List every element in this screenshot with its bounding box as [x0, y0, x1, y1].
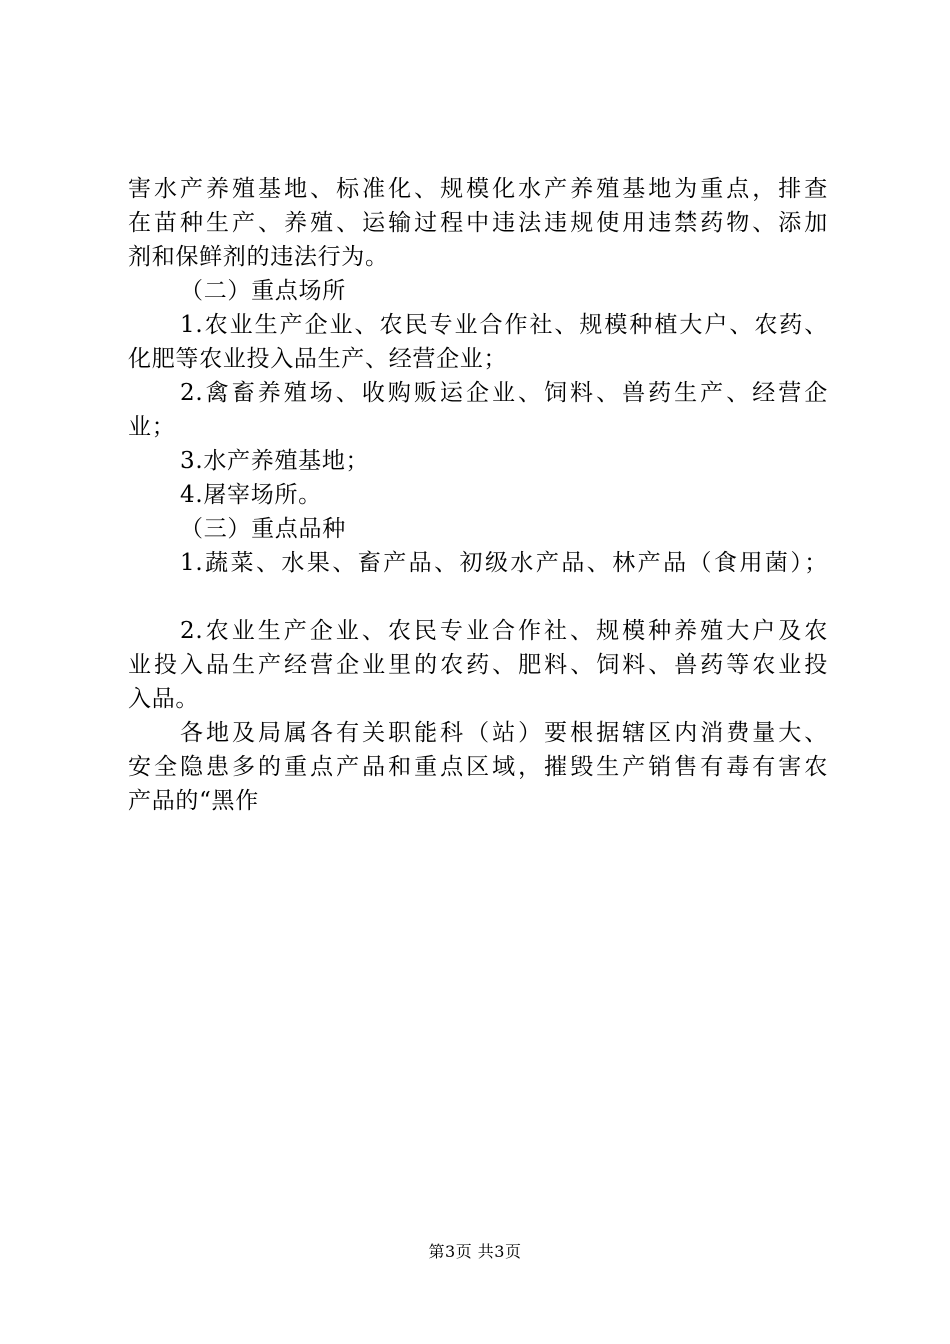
- document-body: [128, 172, 828, 818]
- list-item-continuation: 入品。: [128, 686, 200, 712]
- paragraph-line: 在苗种生产、养殖、运输过程中违法违规使用违禁药物、添加: [128, 210, 828, 236]
- paragraph-line: 害水产养殖基地、标准化、规模化水产养殖基地为重点，排查: [128, 176, 828, 202]
- list-item: 2.禽畜养殖场、收购贩运企业、饲料、兽药生产、经营企: [180, 380, 828, 406]
- list-item: 4.屠宰场所。: [180, 482, 322, 508]
- blank-line: [128, 580, 828, 614]
- paragraph-line: 产品的“黑作: [128, 788, 259, 814]
- section-heading: （二）重点场所: [180, 278, 346, 304]
- list-item: 1.蔬菜、水果、畜产品、初级水产品、林产品（食用菌）；: [180, 550, 828, 576]
- list-item-continuation: 化肥等农业投入品生产、经营企业；: [128, 346, 508, 372]
- section-heading: （三）重点品种: [180, 516, 346, 542]
- paragraph-line: 各地及局属各有关职能科（站）要根据辖区内消费量大、: [180, 720, 828, 746]
- paragraph-line: 安全隐患多的重点产品和重点区域，摧毁生产销售有毒有害农: [128, 754, 828, 780]
- list-item: 1.农业生产企业、农民专业合作社、规模种植大户、农药、: [180, 312, 828, 338]
- list-item: 3.水产养殖基地；: [180, 448, 370, 474]
- list-item: 2.农业生产企业、农民专业合作社、规模种养殖大户及农: [180, 618, 828, 644]
- page-number-footer: 第3页 共3页: [428, 1242, 522, 1261]
- paragraph-line: 剂和保鲜剂的违法行为。: [128, 244, 389, 270]
- list-item-continuation: 业；: [128, 414, 176, 440]
- list-item-continuation: 业投入品生产经营企业里的农药、肥料、饲料、兽药等农业投: [128, 652, 828, 678]
